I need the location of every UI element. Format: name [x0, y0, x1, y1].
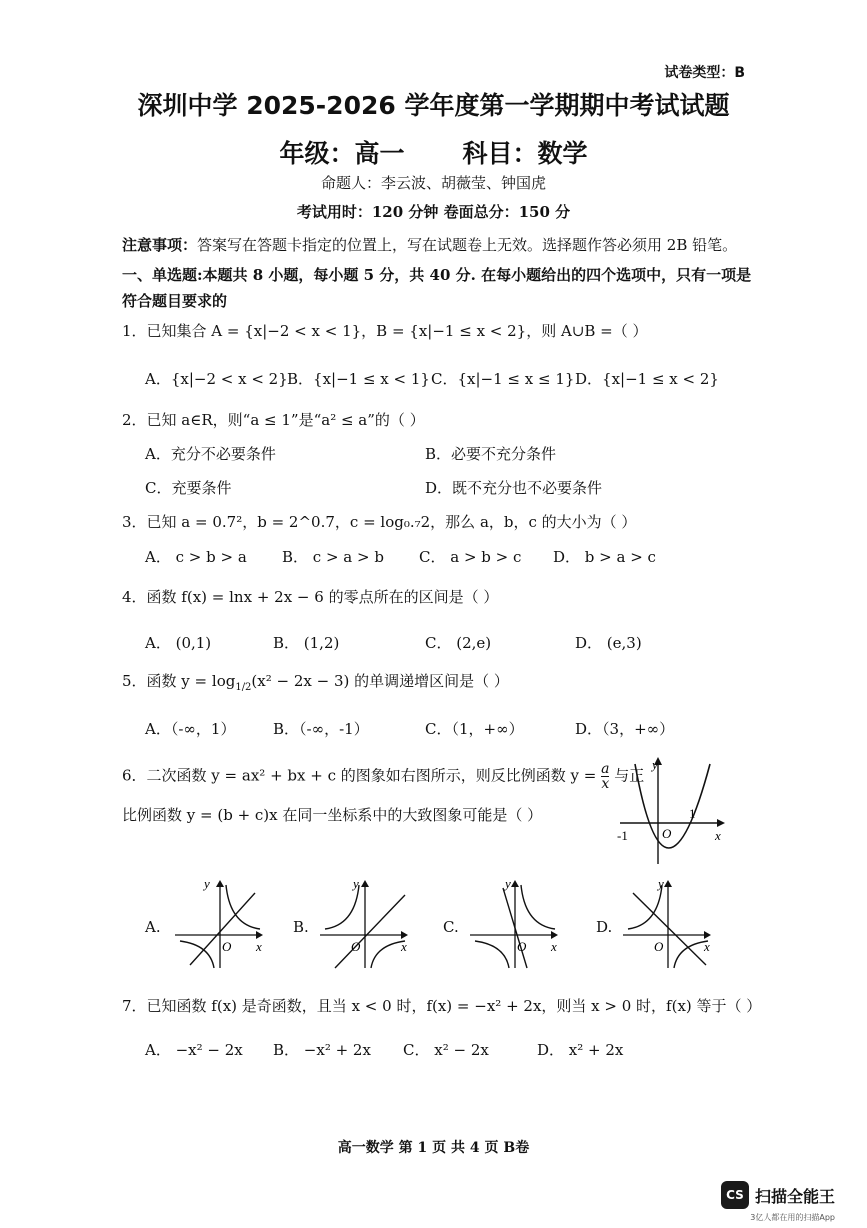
- graph-b-y-label: y: [353, 876, 359, 891]
- parabola-tick-pos: 1: [689, 806, 696, 821]
- q6-option-c-label: C.: [443, 918, 459, 936]
- q1-option-b: B．{x|−1 ≤ x < 1}: [287, 370, 430, 388]
- graph-d-x-label: x: [704, 939, 710, 954]
- q1-option-d: D．{x|−1 ≤ x < 2}: [575, 370, 719, 388]
- grade-label: 年级：高一: [279, 139, 405, 168]
- q1-option-c: C．{x|−1 ≤ x ≤ 1}: [431, 370, 575, 388]
- scanner-watermark: [721, 1181, 835, 1222]
- parabola-curve: [635, 764, 710, 848]
- q2-option-d: D．既不充分也不必要条件: [425, 479, 603, 497]
- q6-frac-num: a: [601, 761, 610, 777]
- q6-option-d-graph: [618, 873, 718, 973]
- graph-b-x-label: x: [401, 939, 407, 954]
- subject-label: 科目：数学: [462, 139, 588, 168]
- graph-c-y-label: y: [505, 876, 511, 891]
- q4-option-d: D． (e,3): [575, 634, 642, 652]
- q5-stem-post: (x² − 2x − 3) 的单调递增区间是（ ）: [251, 672, 509, 690]
- q1-option-a: A．{x|−2 < x < 2}: [145, 370, 288, 388]
- exam-subtitle: [0, 134, 867, 170]
- q5-stem-pre: 5．函数 y = log: [122, 672, 236, 690]
- q5-option-d: D．（3，+∞）: [575, 720, 675, 738]
- question-6-line1: [122, 762, 644, 791]
- section-heading-line2: 符合题目要求的: [122, 292, 228, 310]
- question-3-stem: 3．已知 a = 0.7²，b = 2^0.7，c = log₀.₇2，那么 a，b，c 的大小为（ ）: [122, 513, 637, 531]
- q3-option-b: B． c > a > b: [282, 548, 384, 566]
- q6-parabola-figure: [615, 752, 730, 867]
- q5-option-a: A．（-∞，1）: [145, 720, 236, 738]
- graph-d-y-label: y: [658, 876, 664, 891]
- camscanner-logo-icon: CS: [721, 1181, 749, 1209]
- graph-c-origin-label: O: [517, 939, 527, 954]
- q2-option-c: C．充要条件: [145, 479, 232, 497]
- graph-a-origin-label: O: [222, 939, 232, 954]
- q5-option-b: B．（-∞，-1）: [273, 720, 369, 738]
- notice: [122, 234, 737, 255]
- q7-option-c: C． x² − 2x: [403, 1041, 489, 1059]
- q7-option-a: A． −x² − 2x: [145, 1041, 243, 1059]
- graph-b-origin-label: O: [351, 939, 361, 954]
- q5-log-base: 1/2: [235, 682, 252, 693]
- question-7-stem: 7．已知函数 f(x) 是奇函数，且当 x < 0 时，f(x) = −x² + 2x，则当 x > 0 时，f(x) 等于（ ）: [122, 997, 762, 1015]
- question-2-stem: 2．已知 a∈R，则“a ≤ 1”是“a² ≤ a”的（ ）: [122, 411, 425, 429]
- graph-a-y-label: y: [204, 876, 210, 891]
- q3-option-a: A． c > b > a: [145, 548, 247, 566]
- notice-text: 答案写在答题卡指定的位置上，写在试题卷上无效。选择题作答必须用 2B 铅笔。: [197, 236, 738, 254]
- q6-option-d-label: D.: [596, 918, 613, 936]
- q3-option-d: D． b > a > c: [553, 548, 656, 566]
- q6-line1-pre: 6．二次函数 y = ax² + bx + c 的图象如右图所示，则反比例函数 y =: [122, 766, 597, 785]
- parabola-tick-neg: -1: [617, 828, 628, 843]
- parabola-y-label: y: [652, 757, 658, 772]
- q6-option-b-graph: [315, 873, 415, 973]
- graph-d-origin-label: O: [654, 939, 664, 954]
- q4-option-b: B． (1,2): [273, 634, 340, 652]
- graph-c-x-label: x: [551, 939, 557, 954]
- exam-title: 深圳中学 2025-2026 学年度第一学期期中考试试题: [137, 91, 730, 120]
- q3-option-c: C． a > b > c: [419, 548, 522, 566]
- q6-option-a-label: A.: [145, 918, 161, 936]
- q6-option-a-graph: [170, 873, 270, 973]
- authors-line: 命题人：李云波、胡薇莹、钟国虎: [320, 174, 546, 192]
- q6-frac-den: x: [601, 776, 610, 792]
- q2-option-b: B．必要不充分条件: [425, 445, 557, 463]
- parabola-origin-label: O: [662, 826, 672, 841]
- section-heading-line1: 一、单选题:本题共 8 小题，每小题 5 分，共 40 分. 在每小题给出的四个选项中，只有一项是: [122, 266, 752, 284]
- q6-option-c-graph: [465, 873, 565, 973]
- watermark-tagline: 3亿人都在用的扫描App: [750, 1213, 835, 1222]
- page-footer: 高一数学 第 1 页 共 4 页 B卷: [337, 1140, 530, 1156]
- notice-label: 注意事项：: [122, 236, 198, 254]
- q2-option-a: A．充分不必要条件: [145, 445, 276, 463]
- question-1-stem: 1．已知集合 A = {x|−2 < x < 1}，B = {x|−1 ≤ x < 2}，则 A∪B =（ ）: [122, 322, 648, 340]
- q4-option-a: A． (0,1): [145, 634, 212, 652]
- q7-option-d: D． x² + 2x: [537, 1041, 624, 1059]
- paper-type-label: 试卷类型：B: [664, 65, 745, 81]
- q7-option-b: B． −x² + 2x: [273, 1041, 371, 1059]
- q5-option-c: C．（1，+∞）: [425, 720, 524, 738]
- watermark-name: 扫描全能王: [754, 1186, 835, 1206]
- exam-info-line: 考试用时：120 分钟 卷面总分：150 分: [296, 203, 571, 221]
- graph-a-x-label: x: [256, 939, 262, 954]
- question-4-stem: 4．函数 f(x) = lnx + 2x − 6 的零点所在的区间是（ ）: [122, 588, 499, 606]
- parabola-x-arrow: [717, 819, 725, 827]
- question-5-stem: [122, 670, 509, 693]
- question-6-line2: 比例函数 y = (b + c)x 在同一坐标系中的大致图象可能是（ ）: [122, 806, 543, 824]
- q4-option-c: C． (2,e): [425, 634, 492, 652]
- q6-option-b-label: B.: [293, 918, 309, 936]
- q6-fraction: [601, 762, 609, 791]
- parabola-x-label: x: [715, 828, 721, 843]
- q6-line1-post: 与正: [614, 766, 645, 785]
